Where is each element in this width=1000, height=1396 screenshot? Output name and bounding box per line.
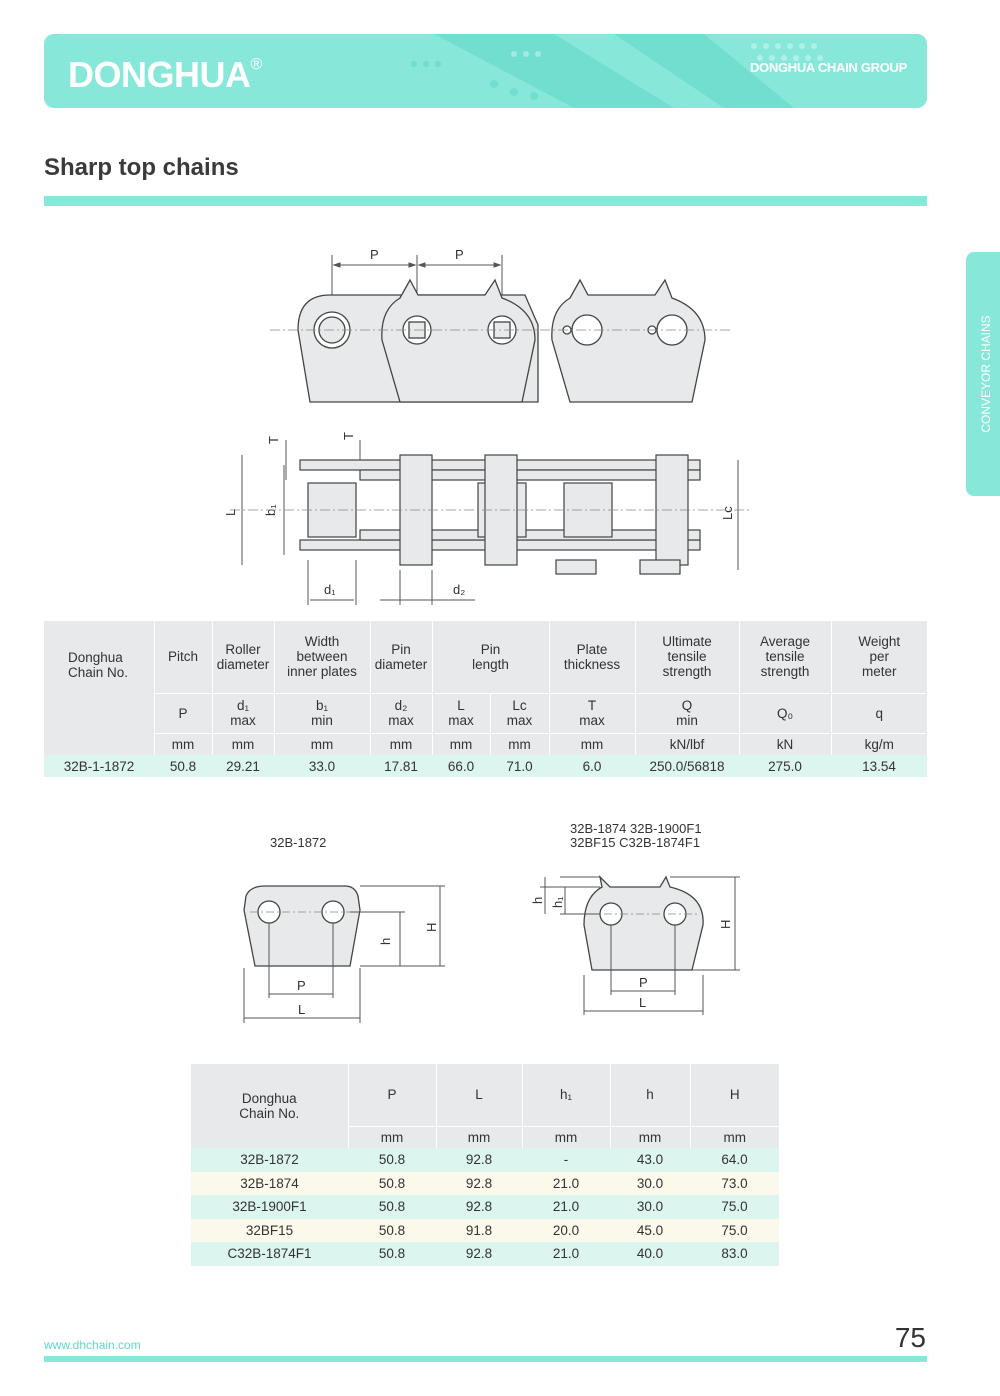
cell: 29.21 [212,755,274,777]
col-header-plate-thickness: Plate thickness [549,621,635,693]
label-T-2: T [341,432,356,440]
col-header-pitch: Pitch [154,621,212,693]
label-h: h [378,937,393,945]
cell-chain-no: C32B-1874F1 [191,1242,348,1266]
footer-url[interactable]: www.dhchain.com [44,1338,141,1352]
title-underline [44,196,927,206]
table-row [191,1148,779,1172]
plate-32B-1874-drawing [520,815,750,1020]
unit: kN [739,733,831,755]
sym-T: T max [549,693,635,733]
label-L: L [639,995,647,1010]
footer-bar [44,1356,927,1362]
unit: mm [690,1126,779,1148]
cell: 30.0 [610,1172,690,1196]
col-header-H: H [690,1064,779,1126]
attachment-spec-table [191,1064,779,1266]
side-tab: CONVEYOR CHAINS [966,252,1000,496]
label-L: L [223,508,238,516]
table1-corner: Donghua Chain No. [44,621,154,755]
label-Lc: Lc [720,506,735,520]
main-spec-table [44,621,927,777]
cell: 75.0 [690,1219,779,1243]
col-header-roller-diameter: Roller diameter [212,621,274,693]
label-T-1: T [266,436,281,444]
table-row [191,1219,779,1243]
sym-Q0: Q₀ [739,693,831,733]
table-row [191,1195,779,1219]
unit: mm [436,1126,522,1148]
cell: 71.0 [490,755,549,777]
brand-logo: DONGHUA® [68,54,262,95]
variant-label-right-2: 32BF15 C32B-1874F1 [570,835,701,850]
chain-side-view-drawing [260,240,740,415]
cell: 64.0 [690,1148,779,1172]
unit: mm [522,1126,610,1148]
label-h: h [530,896,545,904]
variant-label-left: 32B-1872 [270,835,327,850]
cell: 50.8 [348,1148,436,1172]
sym-d2: d₂ max [370,693,432,733]
cell: 20.0 [522,1219,610,1243]
sym-Lc: Lc max [490,693,549,733]
cell: 6.0 [549,755,635,777]
unit: mm [154,733,212,755]
cell: 66.0 [432,755,490,777]
cell: 83.0 [690,1242,779,1266]
unit: mm [610,1126,690,1148]
cell-chain-no: 32BF15 [191,1219,348,1243]
label-H: H [718,919,733,929]
cell: 13.54 [831,755,927,777]
plate-32B-1872-drawing [230,828,460,1028]
col-header-h: h [610,1064,690,1126]
unit: kg/m [831,733,927,755]
cell-chain-no: 32B-1900F1 [191,1195,348,1219]
cell: 92.8 [436,1148,522,1172]
col-header-width-inner: Width between inner plates [274,621,370,693]
cell: - [522,1148,610,1172]
col-header-P: P [348,1064,436,1126]
label-P-2: P [455,247,464,262]
sym-L: L max [432,693,490,733]
sym-b1: b₁ min [274,693,370,733]
unit: mm [370,733,432,755]
page-title: Sharp top chains [44,154,239,181]
cell: 43.0 [610,1148,690,1172]
cell-chain-no: 32B-1874 [191,1172,348,1196]
label-d1: d₁ [324,582,336,597]
unit: mm [432,733,490,755]
unit: mm [549,733,635,755]
cell: 21.0 [522,1195,610,1219]
cell: 92.8 [436,1195,522,1219]
cell: 17.81 [370,755,432,777]
cell: 275.0 [739,755,831,777]
table-row [191,1172,779,1196]
unit: mm [490,733,549,755]
chain-top-view-drawing [220,420,760,615]
page-number: 75 [894,1322,926,1353]
sym-q: q [831,693,927,733]
cell: 33.0 [274,755,370,777]
cell: 45.0 [610,1219,690,1243]
cell: 73.0 [690,1172,779,1196]
label-h1: h₁ [550,896,565,908]
unit: mm [348,1126,436,1148]
variant-label-right-1: 32B-1874 32B-1900F1 [570,821,702,836]
label-d2: d₂ [453,582,466,597]
unit: kN/lbf [635,733,739,755]
cell: 92.8 [436,1172,522,1196]
group-name: DONGHUA CHAIN GROUP [749,60,907,75]
cell: 40.0 [610,1242,690,1266]
label-P: P [297,978,306,993]
sym-d1: d₁ max [212,693,274,733]
unit: mm [212,733,274,755]
cell: 50.8 [348,1219,436,1243]
cell: 92.8 [436,1242,522,1266]
col-header-weight: Weight per meter [831,621,927,693]
cell: 75.0 [690,1195,779,1219]
col-header-h1: h₁ [522,1064,610,1126]
col-header-pin-diameter: Pin diameter [370,621,432,693]
col-header-pin-length: Pin length [432,621,549,693]
cell: 30.0 [610,1195,690,1219]
cell: 21.0 [522,1242,610,1266]
cell: 250.0/56818 [635,755,739,777]
cell: 50.8 [348,1195,436,1219]
table-row [191,1242,779,1266]
label-H: H [424,922,439,932]
cell: 50.8 [348,1242,436,1266]
col-header-average-strength: Average tensile strength [739,621,831,693]
table2-corner: Donghua Chain No. [191,1064,348,1148]
cell: 21.0 [522,1172,610,1196]
label-P: P [639,975,648,990]
table-row [44,755,927,777]
label-b1: b₁ [263,504,278,516]
label-L: L [298,1002,306,1017]
sym-P: P [154,693,212,733]
col-header-ultimate-strength: Ultimate tensile strength [635,621,739,693]
cell-chain-no: 32B-1-1872 [44,755,154,777]
header-banner [44,34,927,108]
cell: 91.8 [436,1219,522,1243]
sym-Q: Q min [635,693,739,733]
col-header-L: L [436,1064,522,1126]
cell-chain-no: 32B-1872 [191,1148,348,1172]
label-P-1: P [370,247,379,262]
cell: 50.8 [348,1172,436,1196]
unit: mm [274,733,370,755]
cell: 50.8 [154,755,212,777]
